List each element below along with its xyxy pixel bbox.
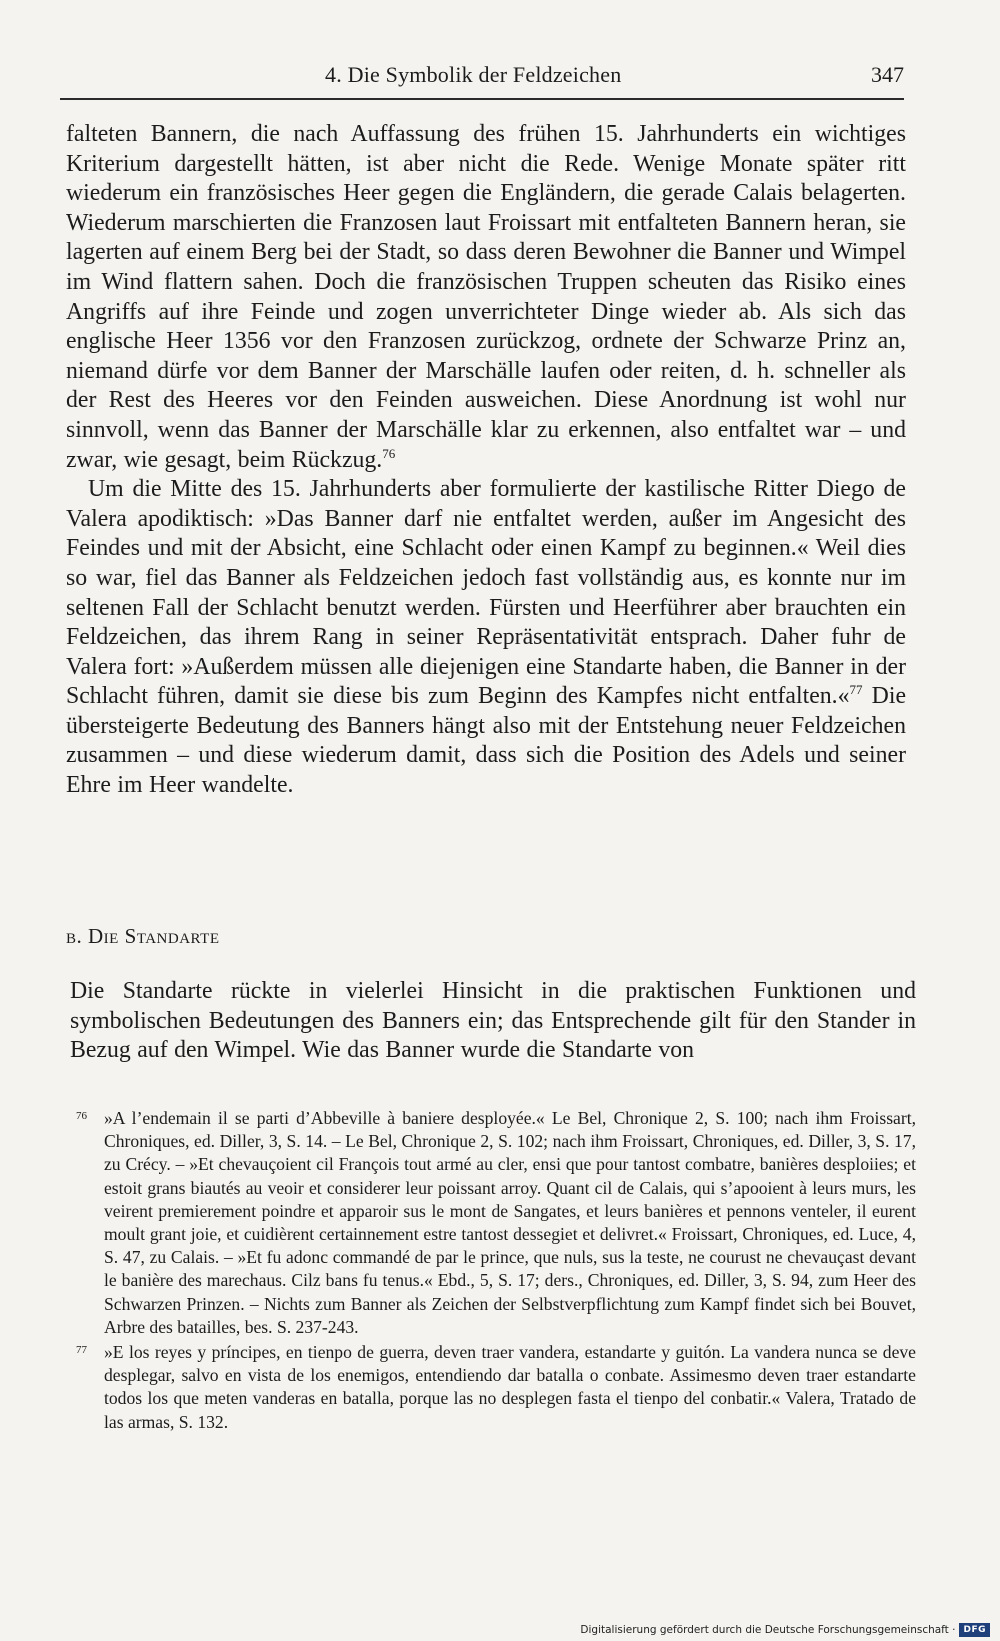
footnotes [66,1107,916,1436]
paragraph-text: Die übersteigerte Bedeutung des Banners hängt also mit der Entstehung neuer Feldzeichen zusammen – und diese wiederum damit, dass sich die Position des Adels und seiner Ehre im Heer wandelte. [66,683,907,799]
footnote-ref[interactable]: 77 [849,682,863,698]
footnote-number: 76 [76,1110,87,1122]
footnote-ref[interactable]: 76 [382,445,396,461]
paragraph [66,120,906,475]
paragraph-text: falteten Bannern, die nach Auffassung des frühen 15. Jahrhunderts ein wichtiges Kriterium dargestellt hätten, ist aber nicht die Rede. Wenige Monate später ritt wiederum ein französisches Heer gegen die Engländern, die gerade Calais belagerten. Wiederum marschierten die Franzosen laut Froissart mit entfalteten Bannern heran, sie lagerten auf einem Berg bei der Stadt, so dass deren Bewohner die Banner und Wimpel im Wind flattern sahen. Doch die französischen Truppen scheuten das Risiko eines Angriffs auf ihre Feinde und zogen unverrichteter Dinge wieder ab. Als sich das englische Heer 1356 vor den Franzosen zurückzog, ordnete der Schwarze Prinz an, niemand dürfe vor dem Banner der Marschälle laufen oder reiten, d. h. schneller als der Rest des Heeres vor den Feinden ausweichen. Diese Anordnung ist wohl nur sinnvoll, wenn das Banner der Marschälle klar zu erkennen, also entfaltet war – und zwar, wie gesagt, beim Rückzug. [66,121,906,473]
footnote-text: »A l’endemain il se parti d’Abbeville à baniere desployée.« Le Bel, Chronique 2, S. 100; nach ihm Froissart, Chroniques, ed. Diller, 3, S. 14. – Le Bel, Chronique 2, S. 102; nach ihm Froissart, Chroniques, ed. Diller, 3, S. 17, zu Crécy. – »Et chevauçoient cil François tout armé au cler, ensi que pour tantost combatre, banières desploiies; et estoit grans biautés au veoir et considerer leur poissant arroy. Quant cil de Calais, qui s’apooient à leurs murs, les veirent premierement poindre et apparoir sus le mont de Sangates, et leurs banières et pennons venteler, il eurent moult grant joie, et cuidièrent certainnement estre tantost dessegiet et delivret.« Froissart, Chroniques, ed. Luce, 4, S. 47, zu Calais. – »Et fu adonc commandé de par le prince, que nuls, sus la teste, ne courust ne chevauçast devant le banière des marechaus. Cilz bans fu tenus.« Ebd., 5, S. 17; ders., Chroniques, ed. Diller, 3, S. 94, zum Heer des Schwarzen Prinzen. – Nichts zum Banner als Zeichen der Selbstverpflichtung zum Kampf findet sich bei Bouvet, Arbre des batailles, bes. S. 237-243. [104,1108,916,1337]
footnote-text: »E los reyes y príncipes, en tienpo de guerra, deven traer vandera, estandarte y guitón. La vandera nunca se deve desplegar, salvo en vista de los enemigos, entendiendo dar batalla o conbate. Assimesmo deven traer estandarte todos los que meten vanderas en batalla, porque las no desplegen fasta el tienpo del conbatir.« Valera, Tratado de las armas, S. 132. [104,1342,916,1432]
running-title: 4. Die Symbolik der Feldzeichen [325,62,622,87]
footnote-number: 77 [76,1344,87,1357]
footer-credit: Digitalisierung gefördert durch die Deutsche Forschungsgemeinschaft · [580,1624,956,1636]
paragraph-text: Um die Mitte des 15. Jahrhunderts aber formulierte der kastilische Ritter Diego de Valera apodiktisch: »Das Banner darf nie entfaltet werden, außer im Angesicht des Feindes und mit der Absicht, eine Schlacht oder einen Kampf zu beginnen.« Weil dies so war, fiel das Banner als Feldzeichen jedoch fast vollständig aus, es konnte nur im seltenen Fall der Schlacht benutzt werden. Fürsten und Heerführer aber brauchten ein Feldzeichen, das ihrem Rang in seiner Repräsentativität entsprach. Daher fuhr de Valera fort: »Außerdem müssen alle diejenigen eine Standarte haben, die Banner in der Schlacht führen, damit sie diese bis zum Beginn des Kampfes nicht entfalten.« [66,476,906,710]
main-text-continued [70,977,916,1066]
dfg-logo: DFG [959,1623,990,1637]
footnote [66,1107,916,1339]
page-number: 347 [871,62,904,87]
paragraph: Die Standarte rückte in vielerlei Hinsicht in die praktischen Funktionen und symbolischen Bedeutungen des Banners ein; das Entsprechende gilt für den Stander in Bezug auf den Wimpel. Wie das Banner wurde die Standarte von [70,978,916,1064]
running-header [60,58,904,100]
section-heading: b. Die Standarte [66,924,220,948]
main-text [66,120,906,801]
footnote [66,1341,916,1434]
paragraph [66,475,906,801]
digitization-footer [580,1619,990,1641]
